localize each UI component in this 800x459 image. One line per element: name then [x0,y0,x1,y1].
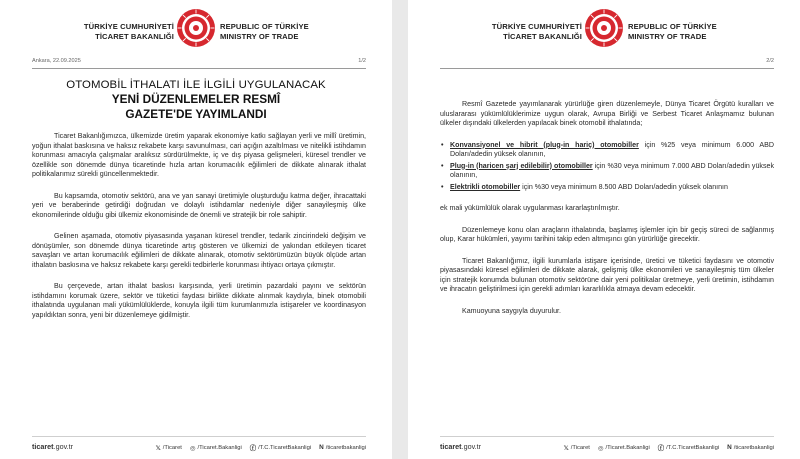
paragraph: Ticaret Bakanlığımızca, ülkemizde üretim yaparak ekonomiye katkı sağlayan yerli ve millî üretimin, yoğun ithalat baskısına ve haksız rekabete karşı savunulması, cari açığın azaltılması ve nitelikli istihdamın korunması amacıyla çalışmalar aralıksız sürdürülmekte, iç ve dış piyasa gelişmeleri, küresel trendler ve özellikle son dönemde dünya ticaretinde hızla artan korumacılık eğilimleri de dikkate alınarak ithalat politikalarımız sürekli güncellenmektedir. [32,132,366,178]
letterhead-en-line2: MINISTRY OF TRADE [220,31,299,41]
title-line-1: OTOMOBİL İTHALATI İLE İLGİLİ UYGULANACAK [66,79,326,91]
x-logo-icon: 𝕏 [155,444,161,452]
instagram-icon: ◎ [597,444,604,452]
letterhead-en-line2: MINISTRY OF TRADE [628,31,707,41]
social-links [156,443,366,452]
tariff-text: için %30 veya minimum 8.500 ABD Doları/adedin yüksek olanının [520,182,728,191]
facebook-link[interactable] [250,443,311,452]
header-divider [440,68,774,69]
list-item [450,183,774,193]
nsosyal-link[interactable] [727,443,774,452]
website-link[interactable] [32,442,73,451]
document-date: Ankara, 22.09.2025 [32,58,81,64]
page-footer [440,439,774,453]
nsosyal-handle: /ticaretbakanligi [733,444,774,451]
closing-line: Kamuoyuna saygıyla duyurulur. [462,306,561,315]
facebook-handle: /T.C.TicaretBakanligi [258,444,312,451]
paragraph: Resmî Gazetede yayımlanarak yürürlüğe giren düzenlemeyle, Dünya Ticaret Örgütü kuralları ve uluslararası yükümlülüklerimize uygun olarak, Avrupa Birliği ve Serbest Ticaret Anlaşmamız bulunan ülkeler dışındaki ülkelerden yapılacak binek otomobil ithalatında; [440,100,774,127]
x-link[interactable] [156,443,182,452]
paragraph: ek mali yükümlülük olarak uygulanması kararlaştırılmıştır. [440,204,620,212]
letterhead-tr-line1: TÜRKİYE CUMHURİYETİ [83,22,174,31]
ministry-emblem-icon [176,8,216,48]
document-meta [32,58,366,68]
page-1-body [32,132,366,332]
title-line-2: YENİ DÜZENLEMELER RESMÎ [111,92,281,106]
header-divider [32,68,366,69]
letterhead-english [220,22,309,41]
vehicle-category: Konvansiyonel ve hibrit (plug-in hariç) otomobiller [450,140,639,149]
letterhead-turkish [84,22,174,41]
page-2-body [440,100,774,328]
paragraph: Gelinen aşamada, otomotiv piyasasında yaşanan küresel trendler, tedarik zincirindeki değişim ve dönüşümler, son dönemde dünya ticaretinde artış gösteren ve ülkemizi de yakından etkileyen ticaret savaşları ve artan korumacılık eğilimleri de dikkate alınarak, otomotiv sektörümüzün büyük ölçüde artan ithalatın baskısına ve haksız rekabete karşı gerekli tedbirlerle korunması ihtiyacı ortaya çıkmıştır. [32,232,366,269]
press-release-title [20,78,372,121]
page-footer [32,439,366,453]
tariff-list [440,141,774,193]
page-number: 2/2 [766,58,774,64]
facebook-icon: ⓕ [249,445,257,452]
letterhead [408,6,800,58]
instagram-link[interactable] [190,443,242,452]
x-handle: /Ticaret [162,444,182,451]
document-page-1 [0,0,392,459]
instagram-handle: /Ticaret.Bakanligi [605,444,650,451]
website-domain-bold: ticaret [32,442,54,451]
letterhead-en-line1: REPUBLIC OF TÜRKİYE [628,22,717,31]
instagram-link[interactable] [598,443,650,452]
instagram-handle: /Ticaret.Bakanligi [197,444,242,451]
nsosyal-icon: N [319,444,324,451]
website-link[interactable] [440,442,481,451]
letterhead [0,6,392,58]
list-item [450,141,774,160]
letterhead-turkish [492,22,582,41]
facebook-link[interactable] [658,443,719,452]
letterhead-english [628,22,717,41]
nsosyal-link[interactable] [319,443,366,452]
instagram-icon: ◎ [189,444,196,452]
vehicle-category: Elektrikli otomobiller [450,182,521,191]
document-meta [440,58,774,68]
paragraph: Düzenlemeye konu olan araçların ithalatında, başlamış işlemler için bir geçiş süreci de sağlanmış olup, Karar hükümleri, yayımı tarihini takip eden altmışıncı gün yürürlüğe girecektir. [440,225,774,243]
facebook-handle: /T.C.TicaretBakanligi [666,444,720,451]
ministry-emblem-icon [584,8,624,48]
letterhead-tr-line1: TÜRKİYE CUMHURİYETİ [491,22,582,31]
tariff-text: için %25 veya minimum 6.000 ABD Doları/adedin yüksek olanının, [450,140,774,158]
letterhead-tr-line2: TİCARET BAKANLIĞI [503,31,582,41]
document-page-2 [408,0,800,459]
list-item [450,162,774,181]
vehicle-category: Plug-in (haricen şarj edilebilir) otomobiller [450,161,593,170]
nsosyal-handle: /ticaretbakanligi [325,444,366,451]
page-number: 1/2 [358,58,366,64]
paragraph: Bu çerçevede, artan ithalat baskısı karşısında, yerli üretimin pazardaki payını ve sektörün istihdamını korumak üzere, sektör ve tüketici faydası birlikte dikkate alınmak kaydıyla, binek otomobili ithalatında uygulanan mali yükümlülüklerde, konuyla ilgili tüm kurumlarımızla istişareler ve koordinasyon yapıldıktan sonra, yeni bir düzenlemeye gidilmiştir. [32,282,366,319]
footer-divider [32,436,366,437]
x-logo-icon: 𝕏 [563,444,569,452]
letterhead-tr-line2: TİCARET BAKANLIĞI [95,31,174,41]
social-links [564,443,774,452]
website-domain-rest: .gov.tr [53,442,74,451]
paragraph: Ticaret Bakanlığımız, ilgili kurumlarla istişare içerisinde, üretici ve tüketici faydasını ve otomotiv piyasasındaki küresel eğilimleri de dikkate alarak, gelişmiş ülke ekonomileri ve sanayileşmiş tüm ülkeler için stratejik konumda bulunan otomotiv sektörüne dair yeni politikalar üretmeye, yerli üretimin, istihdamın ve ihracatın geliştirilmesi için gerekli adımları kararlılıkla atmaya devam edecektir. [440,256,774,293]
tariff-text: için %30 veya minimum 7.000 ABD Doları/adedin yüksek olanının, [450,161,774,179]
x-handle: /Ticaret [570,444,590,451]
footer-divider [440,436,774,437]
website-domain-rest: .gov.tr [461,442,482,451]
x-link[interactable] [564,443,590,452]
paragraph: Bu kapsamda, otomotiv sektörü, ana ve yan sanayi üretimiyle oluşturduğu katma değer, ihracattaki yeri ve beraberinde getirdiği doğrudan ve dolaylı istihdamlar nedeniyle diğer sanayileşmiş ülke ekonomilerinde olduğu gibi ülkemiz ekonomisinde de önemli ve stratejik bir role sahiptir. [32,191,366,219]
facebook-icon: ⓕ [657,445,665,452]
letterhead-en-line1: REPUBLIC OF TÜRKİYE [220,22,309,31]
nsosyal-icon: N [727,444,732,451]
website-domain-bold: ticaret [440,442,462,451]
title-line-3: GAZETE'DE YAYIMLANDI [125,106,267,121]
